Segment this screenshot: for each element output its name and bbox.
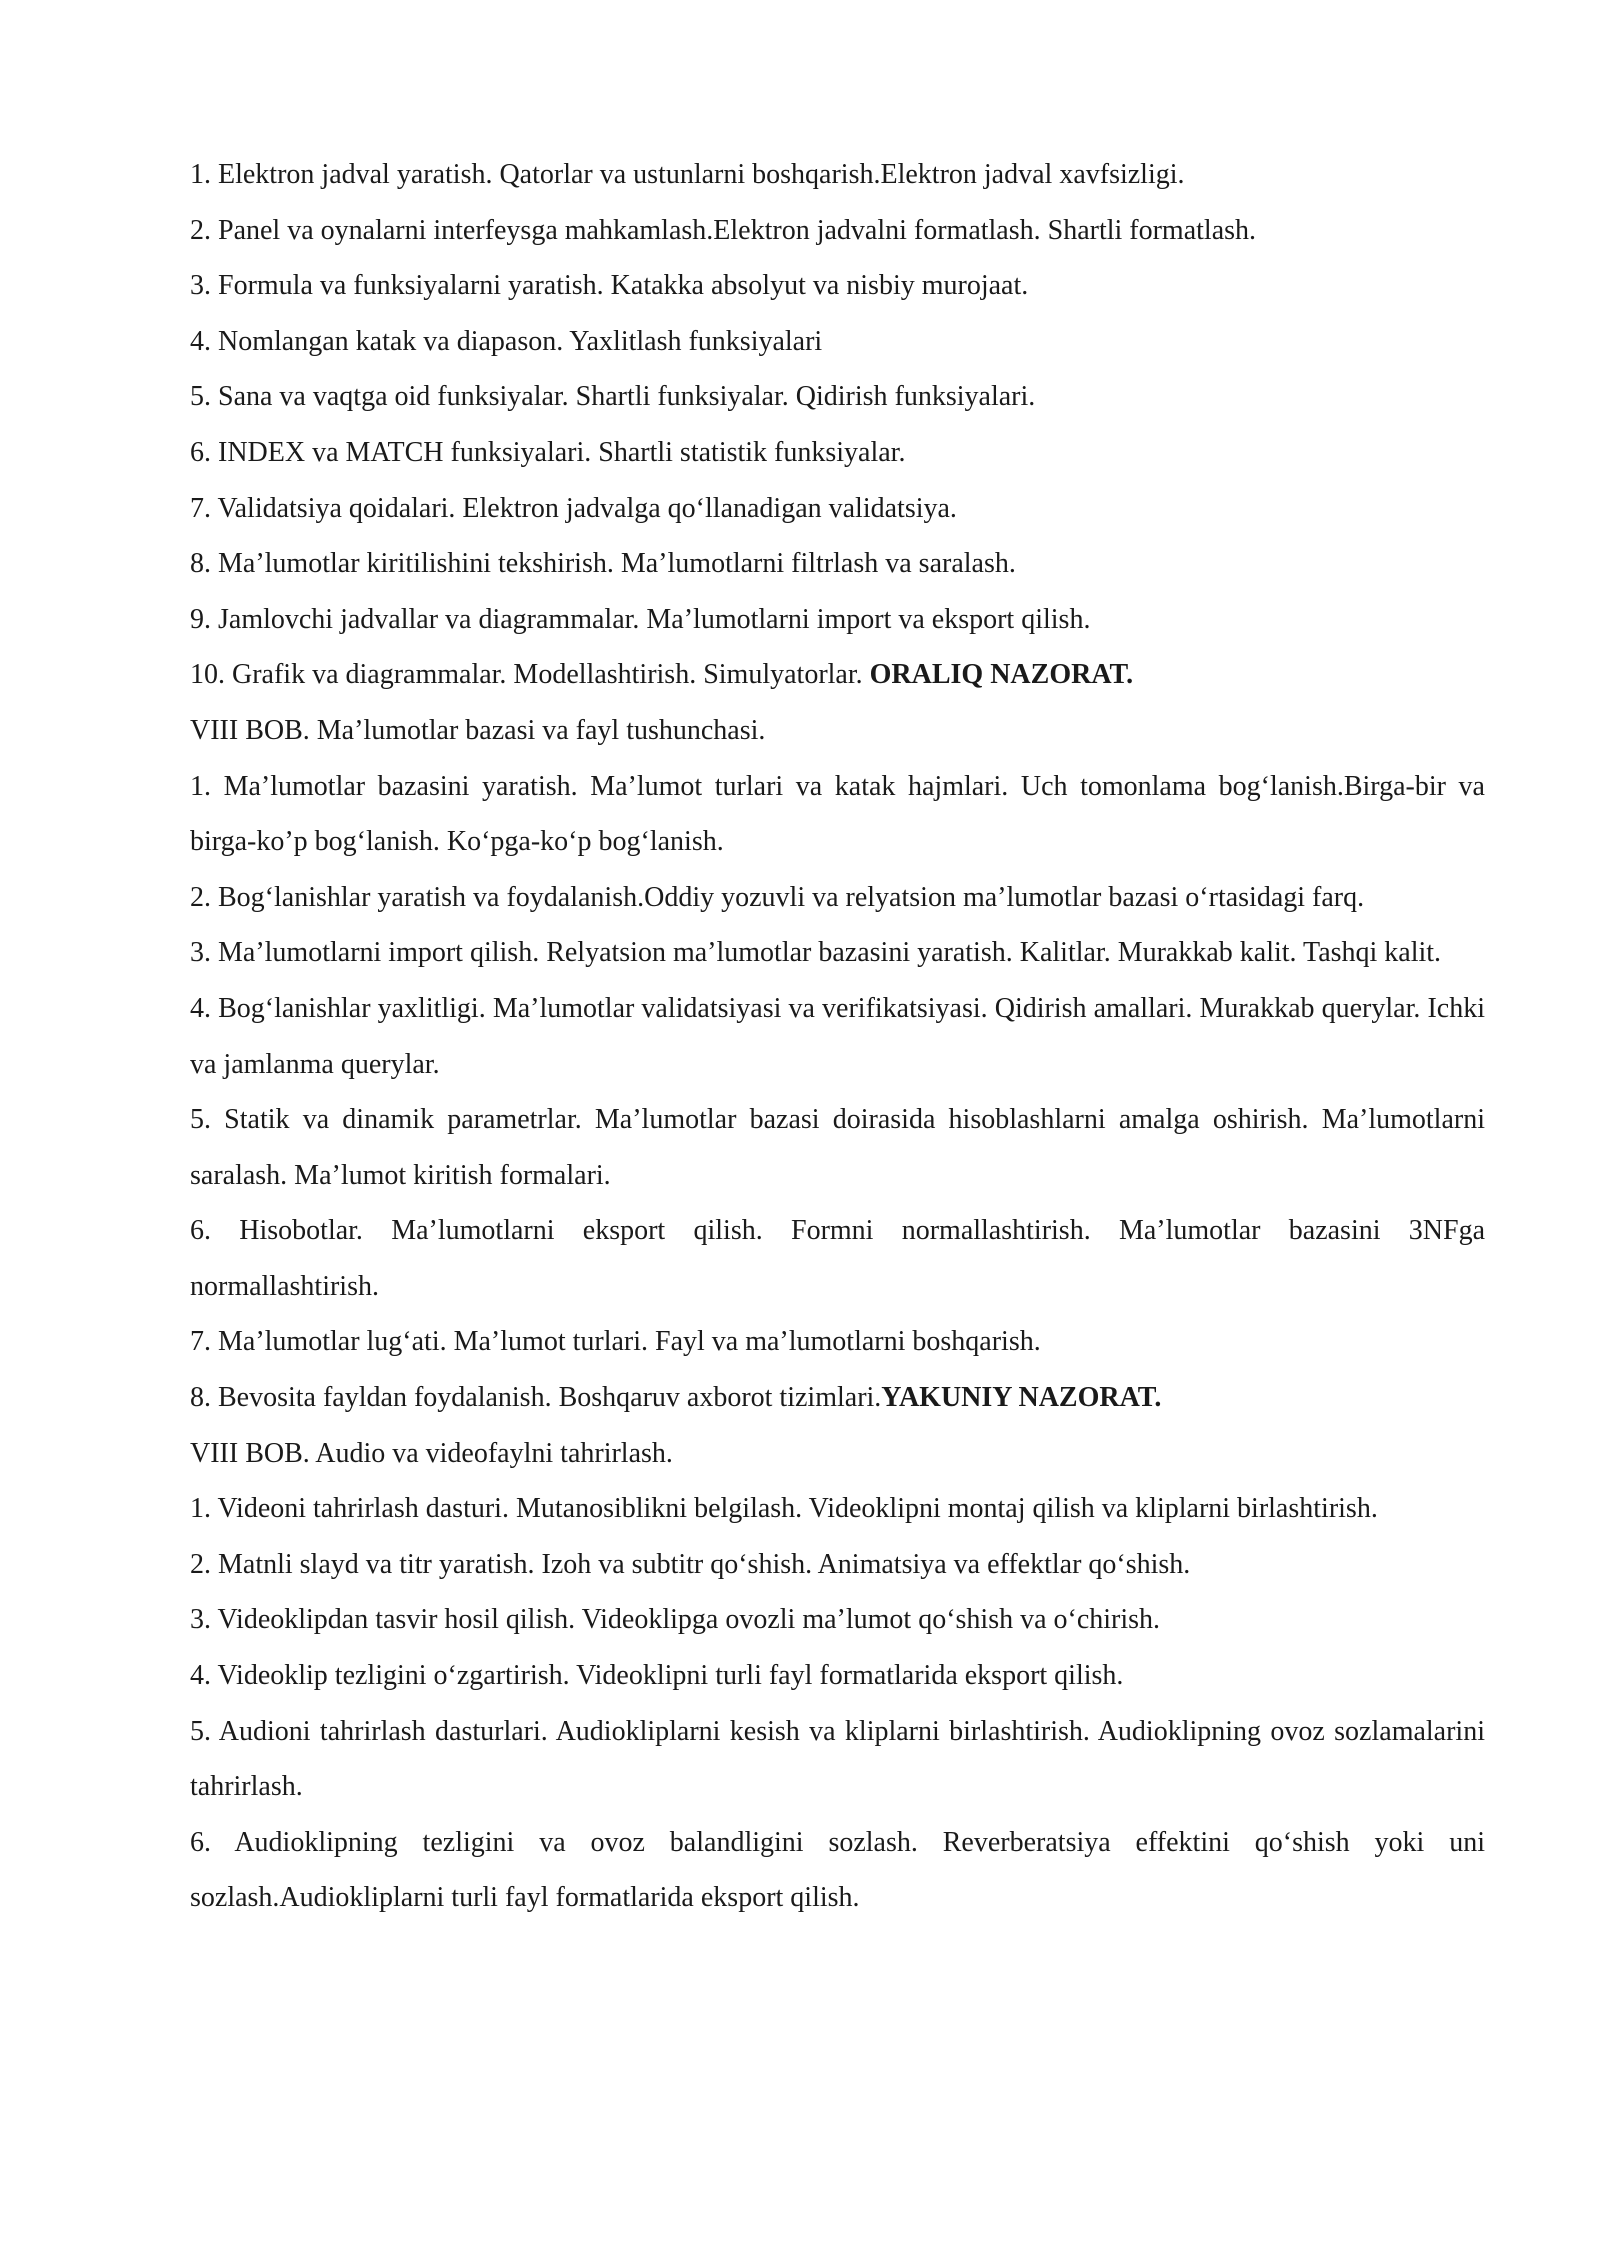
paragraph-3: 3. Formula va funksiyalarni yaratish. Katakka absolyut va nisbiy murojaat. (190, 270, 1029, 302)
paragraph-19: 1. Videoni tahrirlash dasturi. Mutanosiblikni belgilash. Videoklipni montaj qilish va kliplarni birlashtirish. (190, 1493, 1378, 1525)
paragraph-15: 5. Statik va dinamik parametrlar. Ma’lumotlar bazasi doirasida hisoblashlarni amalga oshirish. Ma’lumotlarni saralash. Ma’lumot kiritish formalari. (190, 1104, 1485, 1191)
chapter-heading-audio-video: VIII BOB. Audio va videofaylni tahrirlash. (190, 1437, 673, 1469)
paragraph-5: 5. Sana va vaqtga oid funksiyalar. Shartli funksiyalar. Qidirish funksiyalari. (190, 381, 1036, 413)
chapter-heading-databases: VIII BOB. Ma’lumotlar bazasi va fayl tushunchasi. (190, 714, 766, 746)
paragraph-13: 3. Ma’lumotlarni import qilish. Relyatsion ma’lumotlar bazasini yaratish. Kalitlar. Murakkab kalit. Tashqi kalit. (190, 937, 1442, 969)
final-exam-label: YAKUNIY NAZORAT. (881, 1382, 1162, 1414)
paragraph-10: 10. Grafik va diagrammalar. Modellashtirish. Simulyatorlar. ORALIQ NAZORAT. (190, 659, 1134, 691)
paragraph-17: 7. Ma’lumotlar lug‘ati. Ma’lumot turlari. Fayl va ma’lumotlarni boshqarish. (190, 1326, 1041, 1358)
paragraph-24: 6. Audioklipning tezligini va ovoz balandligini sozlash. Reverberatsiya effektini qo‘shish yoki uni sozlash.Audiokliplarni turli fayl formatlarida eksport qilish. (190, 1826, 1485, 1914)
paragraph-11: 1. Ma’lumotlar bazasini yaratish. Ma’lumot turlari va katak hajmlari. Uch tomonlama bog‘lanish.Birga-bir va birga-ko’p bog‘lanish. Ko‘pga-ko‘p bog‘lanish. (190, 770, 1485, 858)
paragraph-4: 4. Nomlangan katak va diapason. Yaxlitlash funksiyalari (190, 325, 823, 357)
paragraph-23: 5. Audioni tahrirlash dasturlari. Audiokliplarni kesish va kliplarni birlashtirish. Audioklipning ovoz sozlamalarini tahrirlash. (190, 1715, 1485, 1803)
paragraph-1: 1. Elektron jadval yaratish. Qatorlar va ustunlarni boshqarish.Elektron jadval xavfsizligi. (190, 159, 1185, 190)
paragraph-6: 6. INDEX va MATCH funksiyalari. Shartli statistik funksiyalar. (190, 436, 906, 468)
paragraph-8: 8. Ma’lumotlar kiritilishini tekshirish. Ma’lumotlarni filtrlash va saralash. (190, 548, 1016, 580)
paragraph-20: 2. Matnli slayd va titr yaratish. Izoh va subtitr qo‘shish. Animatsiya va effektlar qo‘shish. (190, 1548, 1191, 1580)
paragraph-12: 2. Bog‘lanishlar yaratish va foydalanish.Oddiy yozuvli va relyatsion ma’lumotlar bazasi o‘rtasidagi farq. (190, 881, 1365, 913)
paragraph-16: 6. Hisobotlar. Ma’lumotlarni eksport qilish. Formni normallashtirish. Ma’lumotlar bazasini 3NFga normallashtirish. (190, 1215, 1485, 1302)
document-body (190, 147, 1485, 1926)
paragraph-22: 4. Videoklip tezligini o‘zgartirish. Videoklipni turli fayl formatlarida eksport qilish. (190, 1660, 1124, 1692)
paragraph-7: 7. Validatsiya qoidalari. Elektron jadvalga qo‘llanadigan validatsiya. (190, 492, 957, 524)
paragraph-14: 4. Bog‘lanishlar yaxlitligi. Ma’lumotlar validatsiyasi va verifikatsiyasi. Qidirish amallari. Murakkab querylar. Ichki va jamlanma querylar. (190, 992, 1485, 1080)
paragraph-21: 3. Videoklipdan tasvir hosil qilish. Videoklipga ovozli ma’lumot qo‘shish va o‘chirish. (190, 1604, 1161, 1636)
midterm-label: ORALIQ NAZORAT. (869, 659, 1134, 691)
paragraph-9: 9. Jamlovchi jadvallar va diagrammalar. Ma’lumotlarni import va eksport qilish. (190, 603, 1091, 635)
paragraph-2: 2. Panel va oynalarni interfeysga mahkamlash.Elektron jadvalni formatlash. Shartli formatlash. (190, 214, 1257, 246)
paragraph-18: 8. Bevosita fayldan foydalanish. Boshqaruv axborot tizimlari.YAKUNIY NAZORAT. (190, 1382, 1162, 1414)
